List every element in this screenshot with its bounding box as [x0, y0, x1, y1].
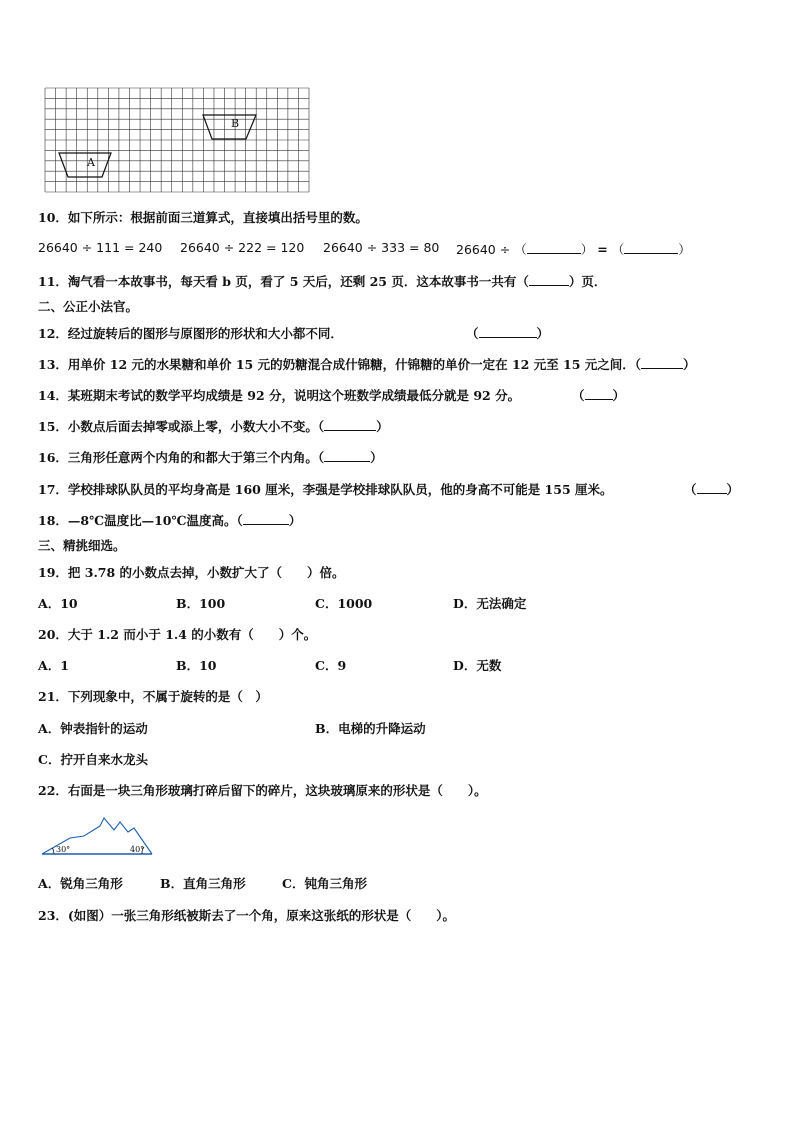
question-15-text: 15．小数点后面去掉零或添上零，小数大小不变。（ [38, 419, 325, 434]
equation-2: 26640 ÷ 222 = 120 [180, 240, 305, 255]
answer-blank-18[interactable] [243, 524, 289, 525]
section-2-heading: 二、公正小法官。 [38, 299, 139, 314]
question-16-text: 16．三角形任意两个内角的和都大于第三个内角。（ [38, 450, 325, 465]
equals-sign: = [597, 242, 608, 257]
option-22-b[interactable]: B．直角三角形 [160, 876, 246, 891]
question-11-text: 11．淘气看一本故事书，每天看 b 页，看了 5 天后，还剩 25 页．这本故事书一共有（ [38, 274, 529, 289]
answer-blank-15[interactable] [324, 430, 376, 431]
label-a: A [87, 156, 95, 169]
question-13: 13．用单价 12 元的水果糖和单价 15 元的奶糖混合成什锦糖，什锦糖的单价一定在 12 元至 15 元之间．（ ） [38, 357, 696, 372]
answer-blank-17[interactable] [697, 493, 727, 494]
option-22-a[interactable]: A．锐角三角形 [38, 876, 123, 891]
answer-blank-12[interactable] [479, 337, 537, 338]
question-14: 14．某班期末考试的数学平均成绩是 92 分，说明这个班数学成绩最低分就是 92 分。 [38, 388, 521, 403]
paren-close: ） [580, 242, 594, 257]
option-21-b[interactable]: B．电梯的升降运动 [315, 721, 426, 736]
option-22-c[interactable]: C．钝角三角形 [282, 876, 367, 891]
question-18: 18．—8℃温度比—10℃温度高。（ ） [38, 513, 302, 528]
angle-arc-left [53, 848, 55, 854]
paren-close-2: ） [678, 242, 691, 257]
answer-paren-12: （ ） [466, 326, 550, 341]
answer-blank-16[interactable] [324, 461, 370, 462]
question-23: 23．(如图）一张三角形纸被斯去了一个角，原来这张纸的形状是（ ）。 [38, 908, 456, 923]
option-19-b[interactable]: B．100 [176, 596, 226, 611]
answer-blank-13[interactable] [641, 368, 683, 369]
option-20-d[interactable]: D．无数 [453, 658, 502, 673]
option-20-c[interactable]: C．9 [315, 658, 347, 673]
question-21: 21．下列现象中，不属于旋转的是（ ） [38, 689, 268, 704]
question-18-text: 18．—8℃温度比—10℃温度高。（ [38, 513, 243, 528]
question-11 [38, 272, 606, 290]
question-17: 17．学校排球队队员的平均身高是 160 厘米，李强是学校排球队队员，他的身高不可能是 155 厘米。 [38, 482, 613, 497]
option-19-d[interactable]: D．无法确定 [453, 596, 527, 611]
question-15: 15．小数点后面去掉零或添上零，小数大小不变。（ ） [38, 419, 389, 434]
answer-blank-10a[interactable] [527, 253, 581, 254]
label-b: B [231, 117, 240, 130]
answer-paren-17: （ ） [684, 482, 740, 497]
angle-label-right: 40° [130, 845, 145, 854]
answer-paren-14: （ ） [572, 388, 626, 403]
question-13-text: 13．用单价 12 元的水果糖和单价 15 元的奶糖混合成什锦糖，什锦糖的单价一定在 12 元至 15 元之间．（ [38, 357, 642, 372]
question-10: 10．如下所示：根据前面三道算式，直接填出括号里的数。 [38, 210, 368, 225]
trapezoid-b [203, 115, 256, 139]
equation-3: 26640 ÷ 333 = 80 [323, 240, 440, 255]
question-22: 22．右面是一块三角形玻璃打碎后留下的碎片，这块玻璃原来的形状是（ ）。 [38, 783, 487, 798]
option-20-b[interactable]: B．10 [176, 658, 217, 673]
option-21-a[interactable]: A．钟表指针的运动 [38, 721, 148, 736]
glass-shard-figure [40, 814, 158, 858]
equation-4-prefix: 26640 ÷ [456, 242, 511, 257]
answer-blank-14[interactable] [585, 399, 613, 400]
trapezoid-a [59, 153, 111, 177]
grid-lines [45, 88, 309, 192]
option-20-a[interactable]: A．1 [38, 658, 69, 673]
option-19-c[interactable]: C．1000 [315, 596, 373, 611]
option-19-a[interactable]: A．10 [38, 596, 78, 611]
equation-4 [456, 240, 691, 258]
question-20: 20．大于 1.2 而小于 1.4 的小数有（ ）个。 [38, 627, 317, 642]
paren-open: （ [514, 242, 527, 257]
answer-blank-10b[interactable] [624, 253, 678, 254]
paren-open-2: （ [611, 242, 625, 257]
section-3-heading: 三、精挑细选。 [38, 538, 126, 553]
question-16: 16．三角形任意两个内角的和都大于第三个内角。（ ） [38, 450, 383, 465]
question-12: 12．经过旋转后的图形与原图形的形状和大小都不同． [38, 326, 343, 341]
grid-figure [44, 87, 310, 193]
question-19: 19．把 3.78 的小数点去掉，小数扩大了（ ）倍。 [38, 565, 345, 580]
angle-label-left: 30° [56, 845, 71, 854]
question-11-suffix: ）页． [568, 274, 607, 289]
equation-1: 26640 ÷ 111 = 240 [38, 240, 163, 255]
answer-blank-11[interactable] [529, 285, 569, 286]
option-21-c[interactable]: C．拧开自来水龙头 [38, 752, 148, 767]
